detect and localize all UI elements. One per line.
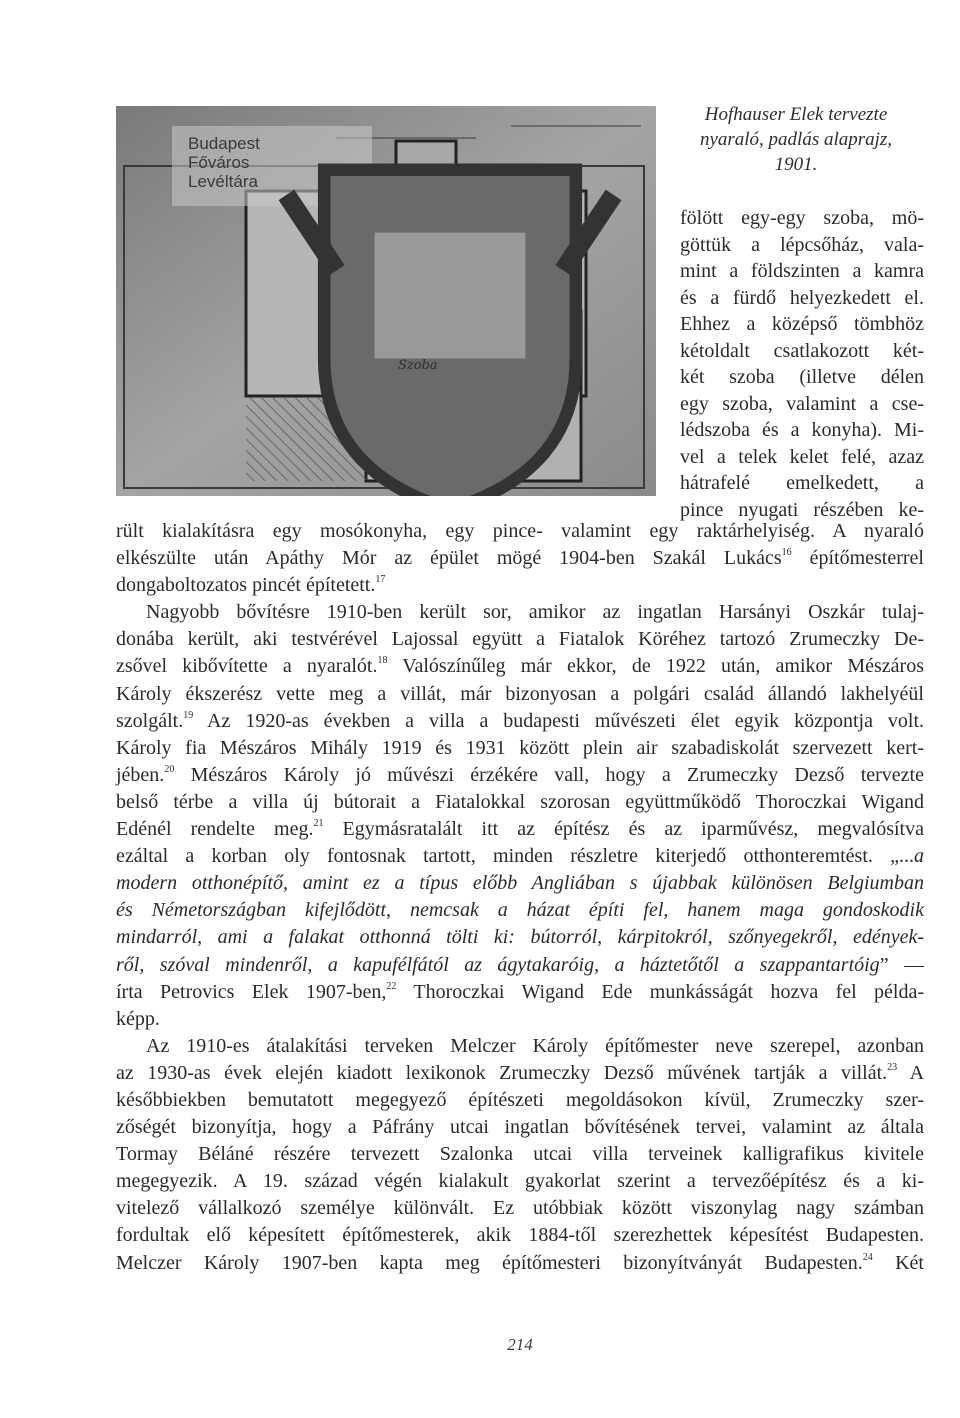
text-line: elkészülte után Apáthy Mór az épület mögé 1904-ben Szakál Lukács$^{16}$ építőmesterrel [116, 547, 924, 570]
text-line: hátrafelé emelkedett, a [680, 472, 924, 494]
room-label: Szoba [398, 358, 438, 373]
floor-plan-image [116, 106, 656, 496]
footnote-ref[interactable]: 19 [183, 709, 194, 721]
text-line: pince nyugati részében ke- [680, 498, 924, 521]
text-line: későbbiekben bemutatott megegyező építészeti megoldásokon kívül, Zrumeczky szer- [116, 1088, 924, 1111]
footnote-ref[interactable]: 20 [164, 763, 175, 775]
footnote-ref[interactable]: 16 [781, 547, 792, 559]
text-line: fölött egy-egy szoba, mö- [680, 207, 924, 229]
text-line: mint a földszinten a kamra [680, 260, 924, 282]
text-line: rült kialakításra egy mosókonyha, egy pince- valamint egy raktárhelyiség. A nyaraló [116, 520, 924, 542]
text-line: szolgált.$^{19}$ Az 1920-as években a villa a budapesti művészeti élet egyik központja volt. [116, 709, 924, 732]
text-line: vitelező vállalkozó személye különvált. Ez utóbbiak között viszonylag nagy számban [116, 1197, 924, 1220]
text-line: jében.$^{20}$ Mészáros Károly jó művészi érzékére vall, hogy a Zrumeczky Dezső tervezte [116, 763, 924, 786]
text-line: megegyezik. A 19. század végén kialakult gyakorlat szerint a tervezőépítész és a ki- [116, 1170, 924, 1193]
footnote-ref[interactable]: 18 [377, 655, 388, 667]
text-line: Az 1910-es átalakítási terveken Melczer Károly építőmester neve szerepel, azonban [146, 1034, 924, 1057]
page-number: 214 [507, 1335, 533, 1354]
footnote-ref[interactable]: 17 [375, 574, 386, 586]
footnote-ref[interactable]: 21 [313, 818, 324, 830]
text-line: és Németországban kifejlődött, nemcsak a házat építi fel, hanem maga gondoskodik [116, 899, 924, 922]
stamp-line: Levéltára [188, 172, 258, 191]
text-line: modern otthonépítő, amint ez a típus előbb Angliában s újabbak különösen Belgiumban [116, 872, 924, 895]
text-line: zőségét bizonyítja, hogy a Páfrány utcai ingatlan bővítésének tervei, valamint az általa [116, 1116, 924, 1139]
text-line: Ehhez a középső tömbhöz [680, 313, 924, 335]
text-line: belső térbe a villa új bútorait a Fiatalokkal szorosan együttműködő Thoroczkai Wigand [116, 790, 924, 813]
text-line: egy szoba, valamint a cse- [680, 392, 924, 415]
stamp-line: Budapest [188, 134, 260, 153]
caption-line: Hofhauser Elek tervezte [704, 104, 888, 125]
footnote-ref[interactable]: 24 [862, 1251, 873, 1263]
text-line: dongaboltozatos pincét építetett.$^{17}$ [116, 574, 386, 597]
text-line: vel a telek kelet felé, azaz [680, 445, 924, 468]
text-line: lédszoba és a konyha). Mi- [680, 419, 924, 441]
text-line: donába került, aki testvérével Lajossal együtt a Fiatalok Köréhez tartozó Zrumeczky De- [116, 628, 924, 651]
side-paragraph [680, 205, 924, 523]
text-line: két szoba (illetve délen [680, 366, 924, 388]
text-line: Károly ékszerész vette meg a villát, már bizonyosan a polgári család állandó lakhelyéül [116, 682, 924, 705]
stamp-line: Főváros [188, 153, 250, 172]
text-line: és a fürdő helyezkedett el. [680, 286, 924, 309]
text-line: mindarról, ami a falakat otthonná tölti ki: bútorról, kárpitokról, szőnyegekről, edények- [116, 926, 924, 949]
text-line: Tormay Béláné részére tervezett Szalonka utcai villa terveinek kalligrafikus kivitele [116, 1143, 924, 1166]
text-line: Edénél rendelte meg.$^{21}$ Egymásratalált itt az építész és az iparművész, megvalósítva [116, 818, 924, 841]
text-line: zsővel kibővítette a nyaralót.$^{18}$ Valószínűleg már ekkor, de 1922 után, amikor Mészáros [116, 655, 924, 678]
text-line: göttük a lépcsőház, vala- [680, 233, 924, 256]
text-line: fordultak elő képesített építőmesterek, akik 1884-től szerezhettek képesítést Budapesten. [116, 1224, 924, 1247]
text-line: ről, szóval mindenről, a kapufélfától az ágytakaróig, a háztetőtől a szappantartóig” — [116, 953, 924, 976]
footnote-ref[interactable]: 23 [887, 1061, 898, 1073]
text-line: Melczer Károly 1907-ben kapta meg építőmesteri bizonyítványát Budapesten.$^{24}$ Két [116, 1251, 924, 1274]
text-line: Károly fia Mészáros Mihály 1919 és 1931 között plein air szabadiskolát szervezett kert- [116, 736, 924, 759]
text-line: ezáltal a korban oly fontosnak tartott, minden részletre kiterjedő otthonteremtést. „...a [116, 845, 924, 868]
text-line: az 1930-as évek elején kiadott lexikonok Zrumeczky Dezső művének tartják a villát.$^{23}$ A [116, 1061, 925, 1084]
text-line: Nagyobb bővítésre 1910-ben került sor, amikor az ingatlan Harsányi Oszkár tulaj- [146, 601, 924, 624]
text-line: írta Petrovics Elek 1907-ben,$^{22}$ Thoroczkai Wigand Ede munkásságát hozva fel példa- [116, 980, 924, 1003]
body-text [116, 518, 924, 1277]
footnote-ref[interactable]: 22 [386, 980, 397, 992]
text-line: képp. [116, 1007, 160, 1030]
text-line: kétoldalt csatlakozott két- [680, 339, 924, 362]
caption-line: nyaraló, padlás alaprajz, [699, 129, 893, 150]
caption-line: 1901. [774, 154, 818, 175]
figure-caption [666, 102, 926, 177]
